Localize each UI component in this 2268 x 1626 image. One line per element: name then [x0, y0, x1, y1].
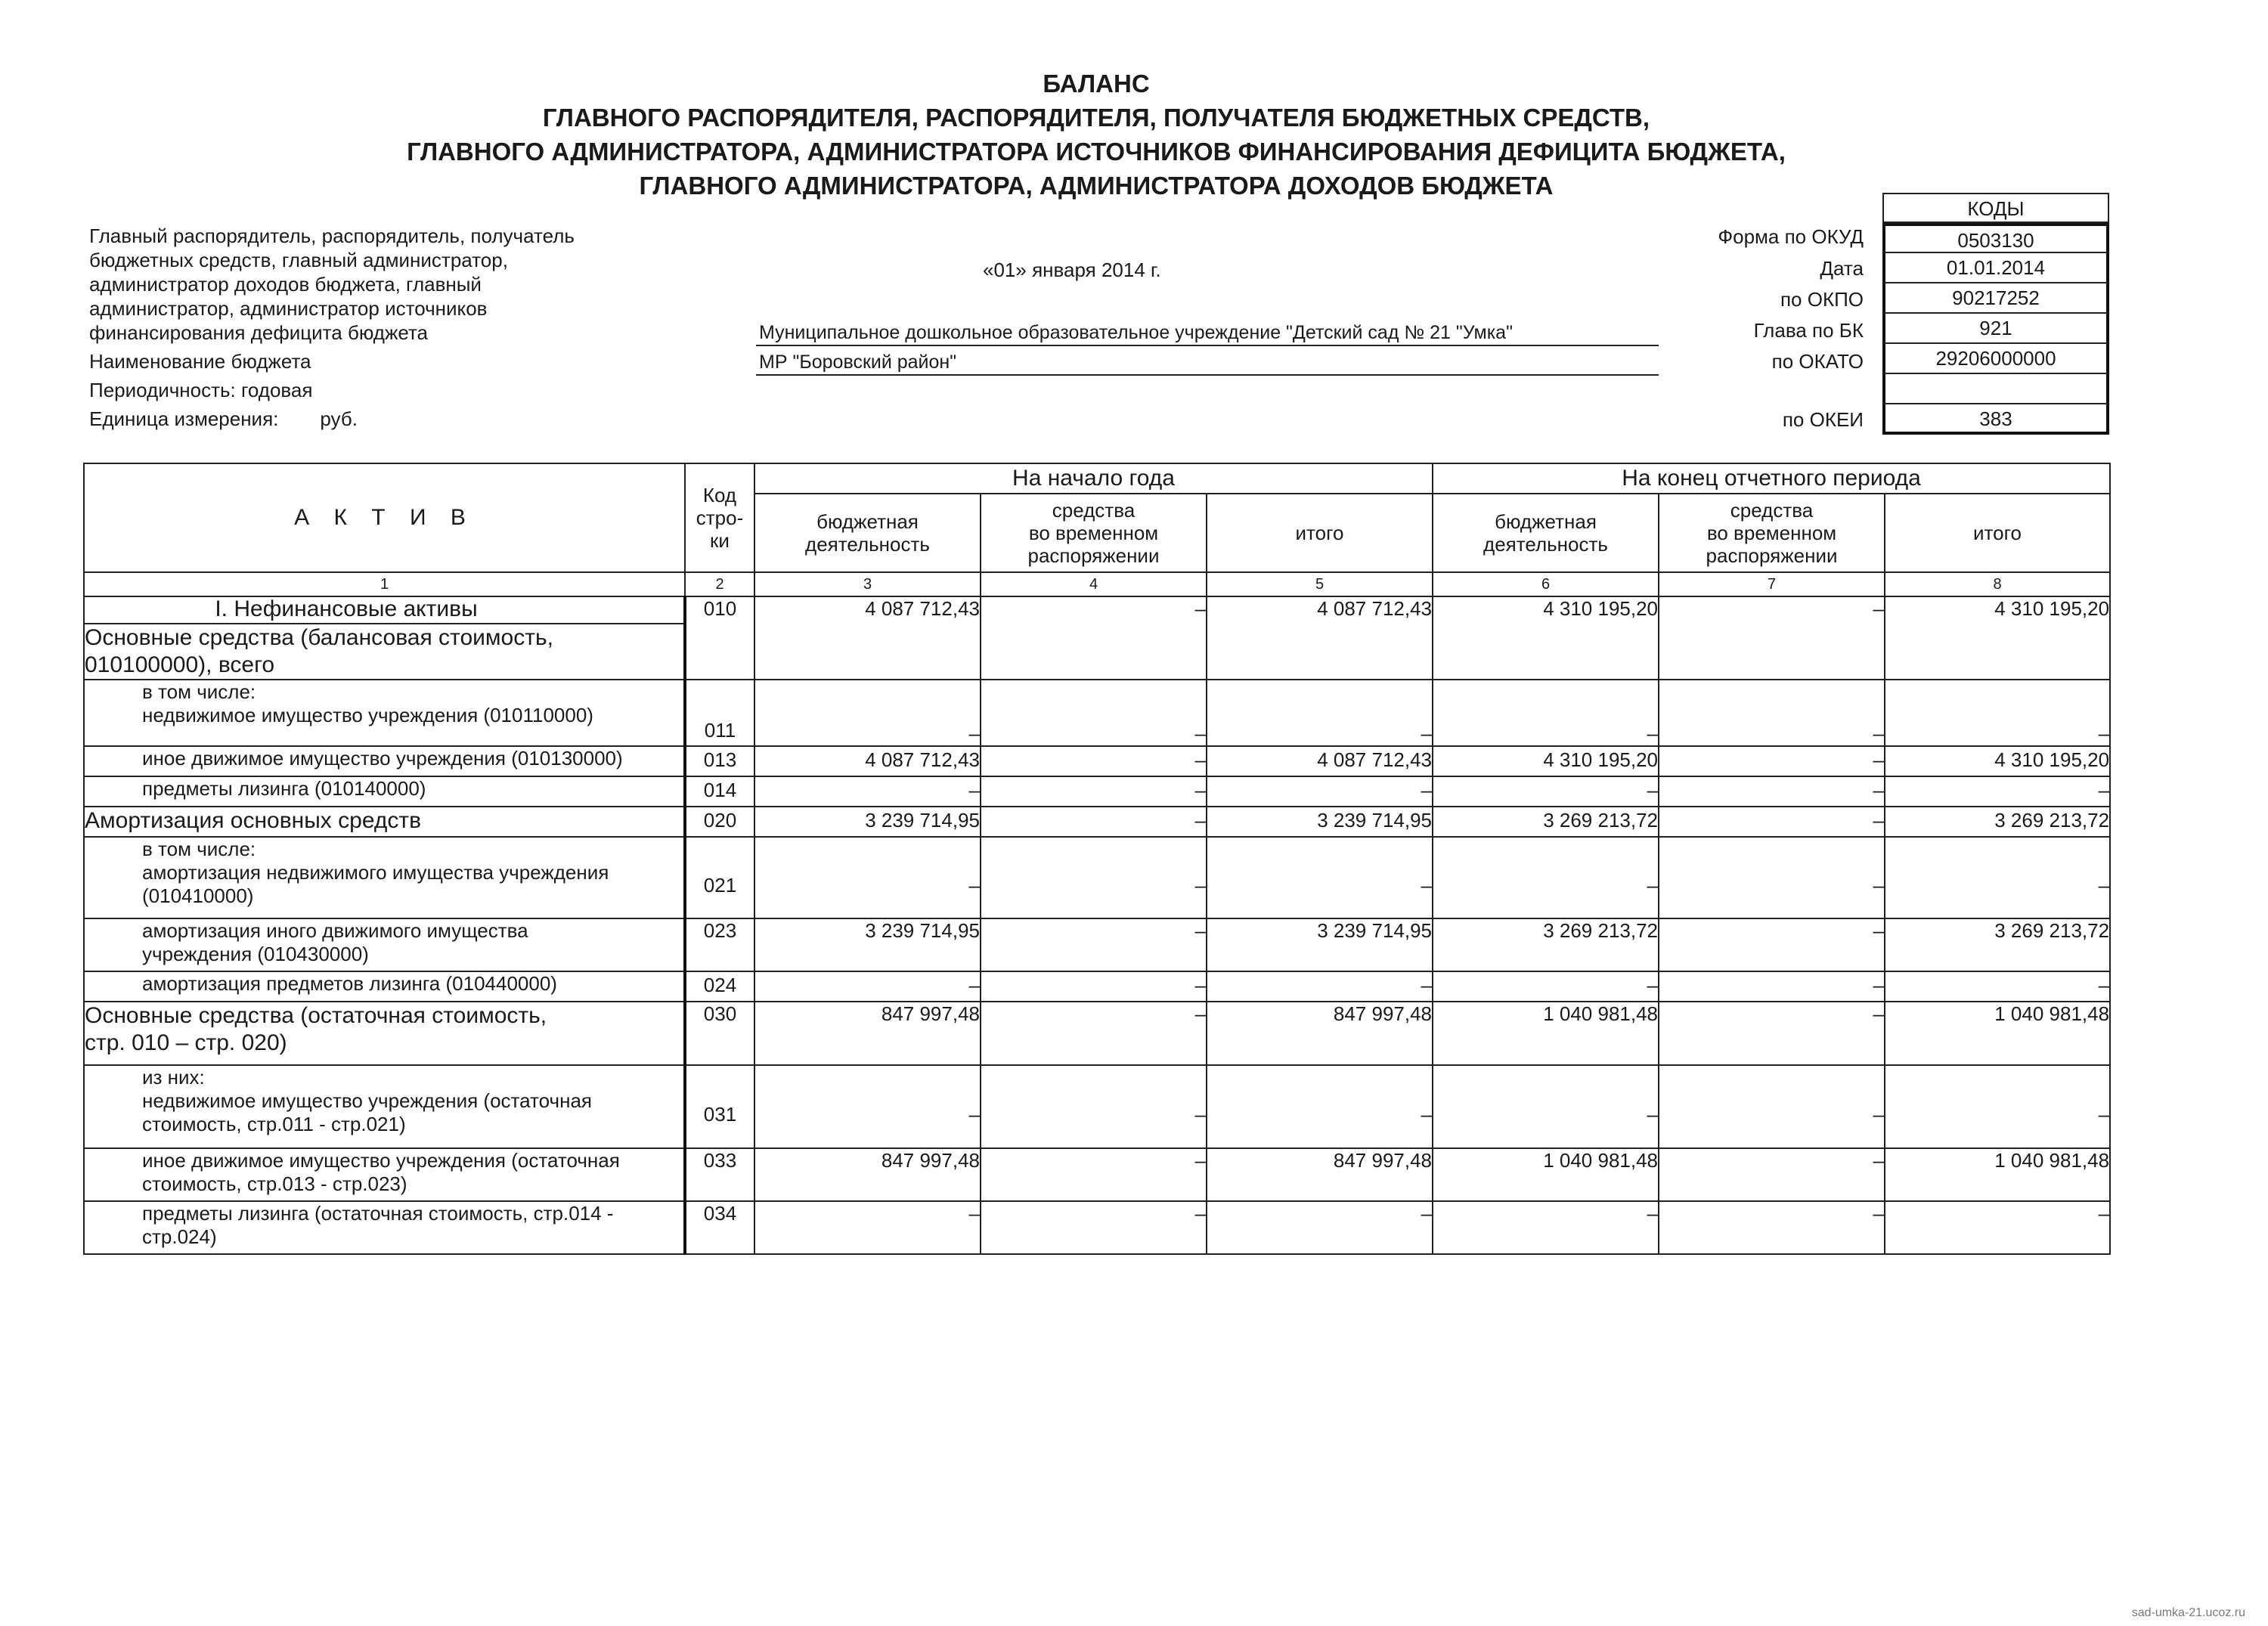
cell-c5: 3 239 714,95: [1207, 807, 1433, 837]
org-label-line-2: бюджетных средств, главный администратор,: [89, 249, 508, 271]
cell-c5: –: [1207, 776, 1433, 807]
row-code: 023: [685, 918, 754, 971]
cell-c6: 4 310 195,20: [1433, 596, 1659, 680]
aktiv-header: А К Т И В: [84, 463, 685, 572]
balance-table: [83, 463, 2111, 1255]
unit-row: [89, 407, 664, 431]
cell-c7: –: [1659, 680, 1885, 746]
budget-label: Наименование бюджета: [89, 350, 311, 373]
cell-c4: –: [981, 1065, 1207, 1148]
watermark-text: sad-umka-21.ucoz.ru: [2131, 1606, 2245, 1619]
okud-code: 0503130: [1882, 223, 2109, 253]
end-temp-l3: распоряжении: [1706, 544, 1838, 567]
cell-c7: –: [1659, 837, 1885, 918]
cell-c4: –: [981, 746, 1207, 776]
row-code: 031: [685, 1065, 754, 1148]
table-row: [84, 971, 2110, 1002]
table-row: [84, 837, 2110, 918]
cell-c7: –: [1659, 596, 1885, 680]
row-name: Амортизация основных средств: [84, 807, 685, 837]
org-label-line-3: администратор доходов бюджета, главный: [89, 273, 482, 296]
code-header-line-3: ки: [710, 529, 730, 552]
org-label-line-5: финансирования дефицита бюджета: [89, 321, 429, 344]
header-labels: [89, 224, 664, 431]
end-total-header: итого: [1885, 494, 2110, 572]
row-name: амортизация предметов лизинга (010440000): [84, 971, 685, 1002]
row-code: 024: [685, 971, 754, 1002]
start-temp-l2: во временном: [1028, 522, 1159, 544]
cell-c5: 4 087 712,43: [1207, 596, 1433, 680]
row-code: 030: [685, 1002, 754, 1065]
cell-c4: –: [981, 837, 1207, 918]
cell-c5: 847 997,48: [1207, 1148, 1433, 1201]
cell-c7: –: [1659, 918, 1885, 971]
unit-label: Единица измерения:: [89, 407, 279, 430]
code-header-line-2: стро-: [696, 506, 744, 529]
cell-c7: –: [1659, 1201, 1885, 1254]
cell-c7: –: [1659, 776, 1885, 807]
row-name: [84, 1002, 685, 1065]
row-name: [84, 837, 685, 918]
cell-c7: –: [1659, 1148, 1885, 1201]
end-temp-header: [1659, 494, 1885, 572]
cell-c8: –: [1885, 971, 2110, 1002]
cell-c8: –: [1885, 1065, 2110, 1148]
col-num-4: 4: [981, 572, 1207, 596]
end-temp-l2: во временном: [1706, 522, 1837, 544]
cell-c4: –: [981, 918, 1207, 971]
end-of-period-header: На конец отчетного периода: [1433, 463, 2110, 494]
cell-c8: 3 269 213,72: [1885, 807, 2110, 837]
cell-c8: –: [1885, 837, 2110, 918]
row-name: иное движимое имущество учреждения (010130000): [84, 746, 685, 776]
start-budget-l1: бюджетная: [816, 510, 919, 533]
cell-c7: –: [1659, 1002, 1885, 1065]
table-row: [84, 680, 2110, 746]
row-name-l1: Основные средства (остаточная стоимость,: [85, 1003, 547, 1028]
cell-c6: –: [1433, 680, 1659, 746]
cell-c6: –: [1433, 776, 1659, 807]
row-name: [84, 1148, 685, 1201]
date-label: Дата: [1820, 257, 1864, 280]
cell-c6: 1 040 981,48: [1433, 1148, 1659, 1201]
row-name: [84, 1201, 685, 1254]
row-name-l2: стр.024): [142, 1225, 217, 1248]
start-budget-header: [754, 494, 981, 572]
row-name-l1: предметы лизинга (остаточная стоимость, стр.014 -: [142, 1202, 614, 1225]
cell-c3: 847 997,48: [754, 1002, 981, 1065]
budget-name-field: МР "Боровский район": [756, 350, 1659, 376]
row-name: [84, 1065, 685, 1148]
table-row: [84, 1201, 2110, 1254]
cell-c3: –: [754, 837, 981, 918]
cell-c3: –: [754, 1201, 981, 1254]
title-line-3: ГЛАВНОГО АДМИНИСТРАТОРА, АДМИНИСТРАТОРА ИСТОЧНИКОВ ФИНАНСИРОВАНИЯ ДЕФИЦИТА БЮДЖЕТА,: [407, 138, 1786, 166]
row-name-l2: стоимость, стр.013 - стр.023): [142, 1172, 407, 1195]
row-name-l1: в том числе:: [142, 838, 256, 860]
start-total-header: итого: [1207, 494, 1433, 572]
row-name: [84, 680, 685, 746]
row-code: 020: [685, 807, 754, 837]
row-name-l2: стр. 010 – стр. 020): [85, 1030, 287, 1055]
table-row: [84, 1148, 2110, 1201]
cell-c3: 847 997,48: [754, 1148, 981, 1201]
cell-c4: –: [981, 1002, 1207, 1065]
document-title: [0, 67, 2192, 203]
cell-c5: –: [1207, 971, 1433, 1002]
cell-c3: 3 239 714,95: [754, 918, 981, 971]
row-name-l2: 010100000), всего: [85, 652, 275, 677]
cell-c5: –: [1207, 680, 1433, 746]
row-name-l1: иное движимое имущество учреждения (остаточная: [142, 1149, 620, 1172]
row-name-l1: в том числе:: [142, 680, 256, 703]
okud-label: Форма по ОКУД: [1718, 225, 1864, 248]
blank-code: [1882, 374, 2109, 404]
cell-c6: –: [1433, 1201, 1659, 1254]
table-row: [84, 807, 2110, 837]
okei-label: по ОКЕИ: [1782, 408, 1864, 431]
report-date: «01» января 2014 г.: [983, 259, 1161, 281]
cell-c6: 1 040 981,48: [1433, 1002, 1659, 1065]
col-num-5: 5: [1207, 572, 1433, 596]
row-code: 010: [685, 596, 754, 680]
cell-c7: –: [1659, 746, 1885, 776]
cell-c4: –: [981, 1148, 1207, 1201]
cell-c8: 3 269 213,72: [1885, 918, 2110, 971]
end-temp-l1: средства: [1730, 499, 1814, 522]
cell-c4: –: [981, 680, 1207, 746]
cell-c6: –: [1433, 971, 1659, 1002]
org-name-field: Муниципальное дошкольное образовательное учреждение "Детский сад № 21 "Умка": [756, 321, 1659, 346]
end-budget-l2: деятельность: [1483, 533, 1608, 556]
okpo-label: по ОКПО: [1780, 288, 1864, 311]
cell-c8: 4 310 195,20: [1885, 746, 2110, 776]
bk-code: 921: [1882, 314, 2109, 344]
cell-c5: –: [1207, 1201, 1433, 1254]
row-name-l2: учреждения (010430000): [142, 943, 369, 965]
cell-c6: 4 310 195,20: [1433, 746, 1659, 776]
codes-title: КОДЫ: [1882, 193, 2109, 223]
row-name: [84, 624, 685, 680]
row-code: 013: [685, 746, 754, 776]
start-temp-l1: средства: [1052, 499, 1136, 522]
org-label-line-1: Главный распорядитель, распорядитель, получатель: [89, 225, 575, 247]
table-row: [84, 596, 2110, 624]
table-row: [84, 1065, 2110, 1148]
col-num-8: 8: [1885, 572, 2110, 596]
col-num-1: 1: [84, 572, 685, 596]
okato-label: по ОКАТО: [1771, 350, 1864, 373]
table-row: [84, 918, 2110, 971]
start-of-year-header: На начало года: [754, 463, 1433, 494]
cell-c5: –: [1207, 1065, 1433, 1148]
cell-c5: 3 239 714,95: [1207, 918, 1433, 971]
code-header-line-1: Код: [702, 484, 737, 506]
row-name-l3: (010410000): [142, 884, 254, 907]
cell-c3: 4 087 712,43: [754, 596, 981, 680]
okato-code: 29206000000: [1882, 344, 2109, 374]
end-budget-l1: бюджетная: [1495, 510, 1597, 533]
title-line-1: БАЛАНС: [1043, 70, 1150, 98]
cell-c3: 3 239 714,95: [754, 807, 981, 837]
cell-c4: –: [981, 596, 1207, 680]
cell-c6: 3 269 213,72: [1433, 807, 1659, 837]
col-num-7: 7: [1659, 572, 1885, 596]
start-budget-l2: деятельность: [805, 533, 930, 556]
org-label-line-4: администратор, администратор источников: [89, 297, 488, 320]
cell-c8: –: [1885, 1201, 2110, 1254]
row-name-l1: Основные средства (балансовая стоимость,: [85, 625, 553, 650]
cell-c4: –: [981, 971, 1207, 1002]
start-temp-l3: распоряжении: [1027, 544, 1160, 567]
cell-c7: –: [1659, 807, 1885, 837]
cell-c8: 4 310 195,20: [1885, 596, 2110, 680]
cell-c4: –: [981, 776, 1207, 807]
date-code: 01.01.2014: [1882, 253, 2109, 283]
cell-c3: –: [754, 1065, 981, 1148]
row-code: 014: [685, 776, 754, 807]
row-name-l2: недвижимое имущество учреждения (010110000): [142, 704, 593, 726]
row-name: предметы лизинга (010140000): [84, 776, 685, 807]
row-code: 021: [685, 837, 754, 918]
cell-c5: 4 087 712,43: [1207, 746, 1433, 776]
cell-c3: 4 087 712,43: [754, 746, 981, 776]
start-temp-header: [981, 494, 1207, 572]
cell-c6: –: [1433, 1065, 1659, 1148]
cell-c6: 3 269 213,72: [1433, 918, 1659, 971]
section-title: I. Нефинансовые активы: [84, 596, 685, 624]
cell-c3: –: [754, 680, 981, 746]
cell-c8: –: [1885, 776, 2110, 807]
title-line-2: ГЛАВНОГО РАСПОРЯДИТЕЛЯ, РАСПОРЯДИТЕЛЯ, ПОЛУЧАТЕЛЯ БЮДЖЕТНЫХ СРЕДСТВ,: [542, 104, 1650, 132]
cell-c8: –: [1885, 680, 2110, 746]
col-num-6: 6: [1433, 572, 1659, 596]
cell-c5: –: [1207, 837, 1433, 918]
cell-c4: –: [981, 1201, 1207, 1254]
cell-c6: –: [1433, 837, 1659, 918]
cell-c5: 847 997,48: [1207, 1002, 1433, 1065]
cell-c7: –: [1659, 971, 1885, 1002]
row-code: 033: [685, 1148, 754, 1201]
row-name-l1: из них:: [142, 1066, 205, 1089]
col-num-2: 2: [685, 572, 754, 596]
cell-c7: –: [1659, 1065, 1885, 1148]
cell-c3: –: [754, 971, 981, 1002]
title-line-4: ГЛАВНОГО АДМИНИСТРАТОРА, АДМИНИСТРАТОРА ДОХОДОВ БЮДЖЕТА: [639, 172, 1554, 200]
row-name-l3: стоимость, стр.011 - стр.021): [142, 1113, 406, 1135]
row-name-l2: амортизация недвижимого имущества учреждения: [142, 861, 609, 884]
code-header: [685, 463, 754, 572]
row-code: 034: [685, 1201, 754, 1254]
bk-label: Глава по БК: [1753, 319, 1864, 342]
end-budget-header: [1433, 494, 1659, 572]
periodicity-label: Периодичность: годовая: [89, 379, 313, 401]
row-name-l2: недвижимое имущество учреждения (остаточная: [142, 1089, 593, 1112]
okpo-code: 90217252: [1882, 283, 2109, 314]
row-name-l1: амортизация иного движимого имущества: [142, 919, 528, 942]
cell-c8: 1 040 981,48: [1885, 1148, 2110, 1201]
row-code: 011: [685, 680, 754, 746]
cell-c4: –: [981, 807, 1207, 837]
row-name: [84, 918, 685, 971]
okei-code: 383: [1882, 404, 2109, 435]
table-row: [84, 746, 2110, 776]
col-num-3: 3: [754, 572, 981, 596]
unit-value: руб.: [320, 407, 358, 430]
cell-c3: –: [754, 776, 981, 807]
table-row: [84, 776, 2110, 807]
codes-box: [1882, 193, 2109, 435]
table-row: [84, 1002, 2110, 1065]
cell-c8: 1 040 981,48: [1885, 1002, 2110, 1065]
